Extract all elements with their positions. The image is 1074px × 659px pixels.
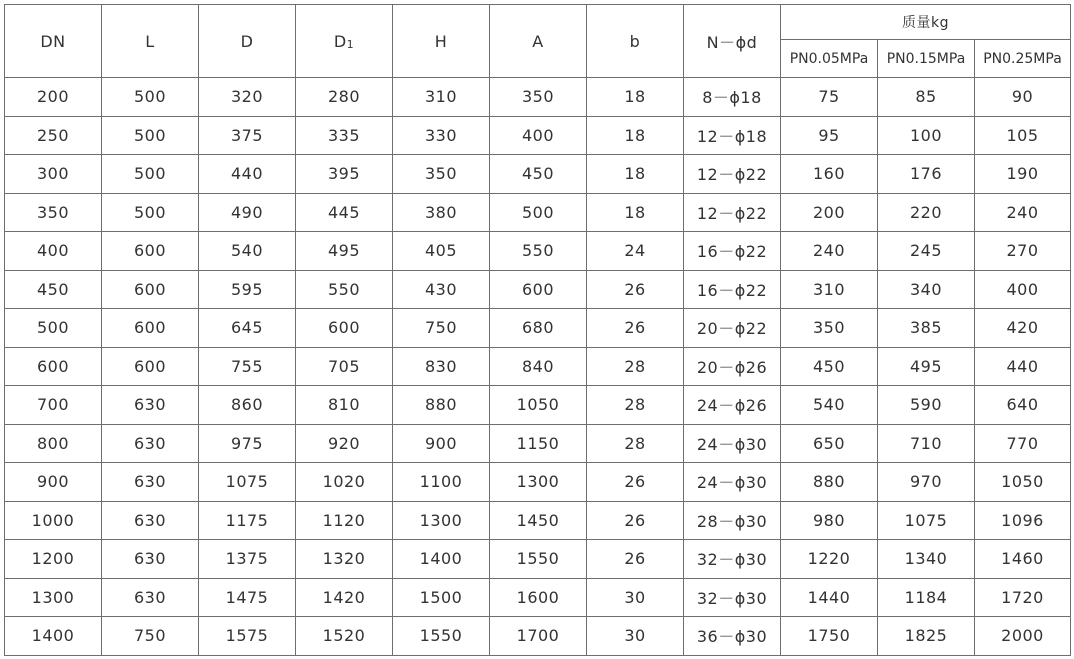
cell-mass-pn005: 450 bbox=[781, 347, 878, 386]
cell-mass-pn005: 75 bbox=[781, 78, 878, 117]
cell-a: 600 bbox=[490, 270, 587, 309]
spec-table bbox=[4, 4, 1071, 656]
cell-mass-pn025: 770 bbox=[975, 424, 1071, 463]
table-header bbox=[5, 5, 1071, 78]
table-row bbox=[5, 193, 1071, 232]
cell-d1: 705 bbox=[296, 347, 393, 386]
cell-a: 1550 bbox=[490, 540, 587, 579]
cell-a: 1150 bbox=[490, 424, 587, 463]
header-d1-subscript: 1 bbox=[346, 37, 355, 51]
cell-mass-pn025: 400 bbox=[975, 270, 1071, 309]
table-row bbox=[5, 617, 1071, 656]
cell-mass-pn005: 240 bbox=[781, 232, 878, 271]
cell-b: 28 bbox=[587, 424, 684, 463]
cell-n-phi-d: 20－ϕ22 bbox=[684, 309, 781, 348]
table-row bbox=[5, 270, 1071, 309]
cell-dn: 1300 bbox=[5, 578, 102, 617]
cell-h: 310 bbox=[393, 78, 490, 117]
header-d1 bbox=[296, 5, 393, 78]
cell-b: 24 bbox=[587, 232, 684, 271]
cell-l: 500 bbox=[102, 78, 199, 117]
cell-d1: 600 bbox=[296, 309, 393, 348]
cell-a: 680 bbox=[490, 309, 587, 348]
cell-dn: 450 bbox=[5, 270, 102, 309]
cell-l: 630 bbox=[102, 424, 199, 463]
cell-mass-pn025: 90 bbox=[975, 78, 1071, 117]
cell-dn: 1000 bbox=[5, 501, 102, 540]
cell-h: 1500 bbox=[393, 578, 490, 617]
header-h: H bbox=[393, 5, 490, 78]
cell-b: 26 bbox=[587, 540, 684, 579]
table-row bbox=[5, 424, 1071, 463]
cell-l: 630 bbox=[102, 501, 199, 540]
cell-h: 1300 bbox=[393, 501, 490, 540]
cell-mass-pn005: 1750 bbox=[781, 617, 878, 656]
header-a: A bbox=[490, 5, 587, 78]
cell-l: 500 bbox=[102, 193, 199, 232]
cell-a: 840 bbox=[490, 347, 587, 386]
cell-mass-pn015: 1340 bbox=[878, 540, 975, 579]
cell-mass-pn015: 176 bbox=[878, 155, 975, 194]
table-row bbox=[5, 116, 1071, 155]
cell-mass-pn015: 340 bbox=[878, 270, 975, 309]
table-body bbox=[5, 78, 1071, 656]
cell-b: 28 bbox=[587, 347, 684, 386]
cell-d: 540 bbox=[199, 232, 296, 271]
cell-d: 860 bbox=[199, 386, 296, 425]
cell-b: 26 bbox=[587, 309, 684, 348]
cell-d: 1375 bbox=[199, 540, 296, 579]
cell-d: 490 bbox=[199, 193, 296, 232]
cell-l: 600 bbox=[102, 309, 199, 348]
cell-d: 755 bbox=[199, 347, 296, 386]
cell-mass-pn015: 590 bbox=[878, 386, 975, 425]
header-d: D bbox=[199, 5, 296, 78]
cell-dn: 600 bbox=[5, 347, 102, 386]
table-row bbox=[5, 309, 1071, 348]
cell-d: 440 bbox=[199, 155, 296, 194]
cell-h: 350 bbox=[393, 155, 490, 194]
cell-d: 375 bbox=[199, 116, 296, 155]
cell-mass-pn025: 105 bbox=[975, 116, 1071, 155]
cell-n-phi-d: 8－ϕ18 bbox=[684, 78, 781, 117]
cell-n-phi-d: 32－ϕ30 bbox=[684, 540, 781, 579]
cell-l: 500 bbox=[102, 155, 199, 194]
cell-mass-pn025: 1720 bbox=[975, 578, 1071, 617]
cell-d: 1175 bbox=[199, 501, 296, 540]
cell-d1: 1520 bbox=[296, 617, 393, 656]
cell-mass-pn025: 1050 bbox=[975, 463, 1071, 502]
table-row bbox=[5, 155, 1071, 194]
header-d1-main: D bbox=[333, 31, 347, 51]
cell-d1: 495 bbox=[296, 232, 393, 271]
cell-n-phi-d: 24－ϕ30 bbox=[684, 463, 781, 502]
cell-mass-pn025: 640 bbox=[975, 386, 1071, 425]
cell-n-phi-d: 12－ϕ22 bbox=[684, 193, 781, 232]
cell-l: 630 bbox=[102, 578, 199, 617]
cell-h: 380 bbox=[393, 193, 490, 232]
cell-n-phi-d: 16－ϕ22 bbox=[684, 232, 781, 271]
cell-a: 1600 bbox=[490, 578, 587, 617]
cell-b: 26 bbox=[587, 463, 684, 502]
cell-b: 28 bbox=[587, 386, 684, 425]
cell-l: 630 bbox=[102, 540, 199, 579]
header-n-phi-d: N－ϕd bbox=[684, 5, 781, 78]
cell-d1: 810 bbox=[296, 386, 393, 425]
table-row bbox=[5, 386, 1071, 425]
cell-mass-pn025: 270 bbox=[975, 232, 1071, 271]
cell-mass-pn005: 540 bbox=[781, 386, 878, 425]
cell-d: 1575 bbox=[199, 617, 296, 656]
table-row bbox=[5, 78, 1071, 117]
cell-d1: 550 bbox=[296, 270, 393, 309]
cell-d: 320 bbox=[199, 78, 296, 117]
cell-dn: 800 bbox=[5, 424, 102, 463]
cell-h: 430 bbox=[393, 270, 490, 309]
cell-b: 18 bbox=[587, 78, 684, 117]
cell-d1: 445 bbox=[296, 193, 393, 232]
cell-mass-pn015: 1825 bbox=[878, 617, 975, 656]
cell-mass-pn005: 160 bbox=[781, 155, 878, 194]
cell-a: 1300 bbox=[490, 463, 587, 502]
cell-b: 30 bbox=[587, 617, 684, 656]
cell-n-phi-d: 24－ϕ26 bbox=[684, 386, 781, 425]
table-row bbox=[5, 463, 1071, 502]
cell-dn: 200 bbox=[5, 78, 102, 117]
cell-d1: 280 bbox=[296, 78, 393, 117]
cell-mass-pn005: 95 bbox=[781, 116, 878, 155]
cell-dn: 500 bbox=[5, 309, 102, 348]
cell-dn: 300 bbox=[5, 155, 102, 194]
cell-mass-pn005: 310 bbox=[781, 270, 878, 309]
cell-dn: 250 bbox=[5, 116, 102, 155]
cell-mass-pn005: 200 bbox=[781, 193, 878, 232]
cell-dn: 900 bbox=[5, 463, 102, 502]
cell-h: 1100 bbox=[393, 463, 490, 502]
cell-a: 550 bbox=[490, 232, 587, 271]
cell-a: 500 bbox=[490, 193, 587, 232]
cell-n-phi-d: 20－ϕ26 bbox=[684, 347, 781, 386]
cell-mass-pn015: 710 bbox=[878, 424, 975, 463]
header-l: L bbox=[102, 5, 199, 78]
cell-l: 630 bbox=[102, 463, 199, 502]
cell-d1: 1120 bbox=[296, 501, 393, 540]
cell-n-phi-d: 36－ϕ30 bbox=[684, 617, 781, 656]
header-dn: DN bbox=[5, 5, 102, 78]
table-row bbox=[5, 232, 1071, 271]
cell-b: 18 bbox=[587, 193, 684, 232]
cell-mass-pn015: 495 bbox=[878, 347, 975, 386]
cell-d1: 395 bbox=[296, 155, 393, 194]
cell-h: 900 bbox=[393, 424, 490, 463]
cell-mass-pn015: 1075 bbox=[878, 501, 975, 540]
cell-l: 600 bbox=[102, 347, 199, 386]
cell-mass-pn025: 240 bbox=[975, 193, 1071, 232]
cell-n-phi-d: 24－ϕ30 bbox=[684, 424, 781, 463]
cell-mass-pn025: 2000 bbox=[975, 617, 1071, 656]
cell-d1: 1020 bbox=[296, 463, 393, 502]
header-pn-005: PN0.05MPa bbox=[781, 40, 878, 78]
cell-b: 18 bbox=[587, 116, 684, 155]
cell-l: 500 bbox=[102, 116, 199, 155]
header-mass-group: 质量kg bbox=[781, 5, 1071, 40]
table-row bbox=[5, 540, 1071, 579]
cell-mass-pn015: 100 bbox=[878, 116, 975, 155]
cell-mass-pn005: 980 bbox=[781, 501, 878, 540]
cell-dn: 700 bbox=[5, 386, 102, 425]
cell-d: 595 bbox=[199, 270, 296, 309]
cell-h: 1400 bbox=[393, 540, 490, 579]
table-row bbox=[5, 501, 1071, 540]
cell-h: 880 bbox=[393, 386, 490, 425]
cell-a: 1450 bbox=[490, 501, 587, 540]
cell-mass-pn005: 1440 bbox=[781, 578, 878, 617]
cell-n-phi-d: 16－ϕ22 bbox=[684, 270, 781, 309]
cell-a: 1700 bbox=[490, 617, 587, 656]
cell-h: 1550 bbox=[393, 617, 490, 656]
cell-mass-pn015: 1184 bbox=[878, 578, 975, 617]
cell-mass-pn015: 85 bbox=[878, 78, 975, 117]
cell-dn: 400 bbox=[5, 232, 102, 271]
cell-n-phi-d: 12－ϕ22 bbox=[684, 155, 781, 194]
header-pn-015: PN0.15MPa bbox=[878, 40, 975, 78]
cell-n-phi-d: 12－ϕ18 bbox=[684, 116, 781, 155]
cell-mass-pn005: 880 bbox=[781, 463, 878, 502]
spec-table-container bbox=[4, 4, 1070, 656]
cell-d: 1075 bbox=[199, 463, 296, 502]
table-row bbox=[5, 578, 1071, 617]
cell-a: 400 bbox=[490, 116, 587, 155]
cell-dn: 1200 bbox=[5, 540, 102, 579]
cell-d: 645 bbox=[199, 309, 296, 348]
cell-l: 750 bbox=[102, 617, 199, 656]
cell-h: 405 bbox=[393, 232, 490, 271]
cell-n-phi-d: 28－ϕ30 bbox=[684, 501, 781, 540]
cell-h: 330 bbox=[393, 116, 490, 155]
cell-l: 600 bbox=[102, 232, 199, 271]
cell-mass-pn025: 1096 bbox=[975, 501, 1071, 540]
cell-d1: 1320 bbox=[296, 540, 393, 579]
table-row bbox=[5, 347, 1071, 386]
cell-d: 975 bbox=[199, 424, 296, 463]
cell-mass-pn025: 1460 bbox=[975, 540, 1071, 579]
cell-mass-pn015: 970 bbox=[878, 463, 975, 502]
cell-mass-pn005: 1220 bbox=[781, 540, 878, 579]
cell-mass-pn005: 650 bbox=[781, 424, 878, 463]
cell-d1: 335 bbox=[296, 116, 393, 155]
cell-mass-pn025: 190 bbox=[975, 155, 1071, 194]
cell-d: 1475 bbox=[199, 578, 296, 617]
cell-dn: 1400 bbox=[5, 617, 102, 656]
cell-mass-pn015: 385 bbox=[878, 309, 975, 348]
cell-h: 750 bbox=[393, 309, 490, 348]
cell-b: 26 bbox=[587, 270, 684, 309]
cell-h: 830 bbox=[393, 347, 490, 386]
cell-dn: 350 bbox=[5, 193, 102, 232]
cell-mass-pn005: 350 bbox=[781, 309, 878, 348]
cell-mass-pn015: 245 bbox=[878, 232, 975, 271]
cell-mass-pn025: 420 bbox=[975, 309, 1071, 348]
cell-a: 450 bbox=[490, 155, 587, 194]
cell-a: 350 bbox=[490, 78, 587, 117]
cell-l: 630 bbox=[102, 386, 199, 425]
cell-mass-pn025: 440 bbox=[975, 347, 1071, 386]
cell-l: 600 bbox=[102, 270, 199, 309]
cell-b: 26 bbox=[587, 501, 684, 540]
cell-n-phi-d: 32－ϕ30 bbox=[684, 578, 781, 617]
cell-b: 18 bbox=[587, 155, 684, 194]
header-b: b bbox=[587, 5, 684, 78]
cell-d1: 920 bbox=[296, 424, 393, 463]
header-pn-025: PN0.25MPa bbox=[975, 40, 1071, 78]
cell-d1: 1420 bbox=[296, 578, 393, 617]
cell-a: 1050 bbox=[490, 386, 587, 425]
cell-mass-pn015: 220 bbox=[878, 193, 975, 232]
cell-b: 30 bbox=[587, 578, 684, 617]
